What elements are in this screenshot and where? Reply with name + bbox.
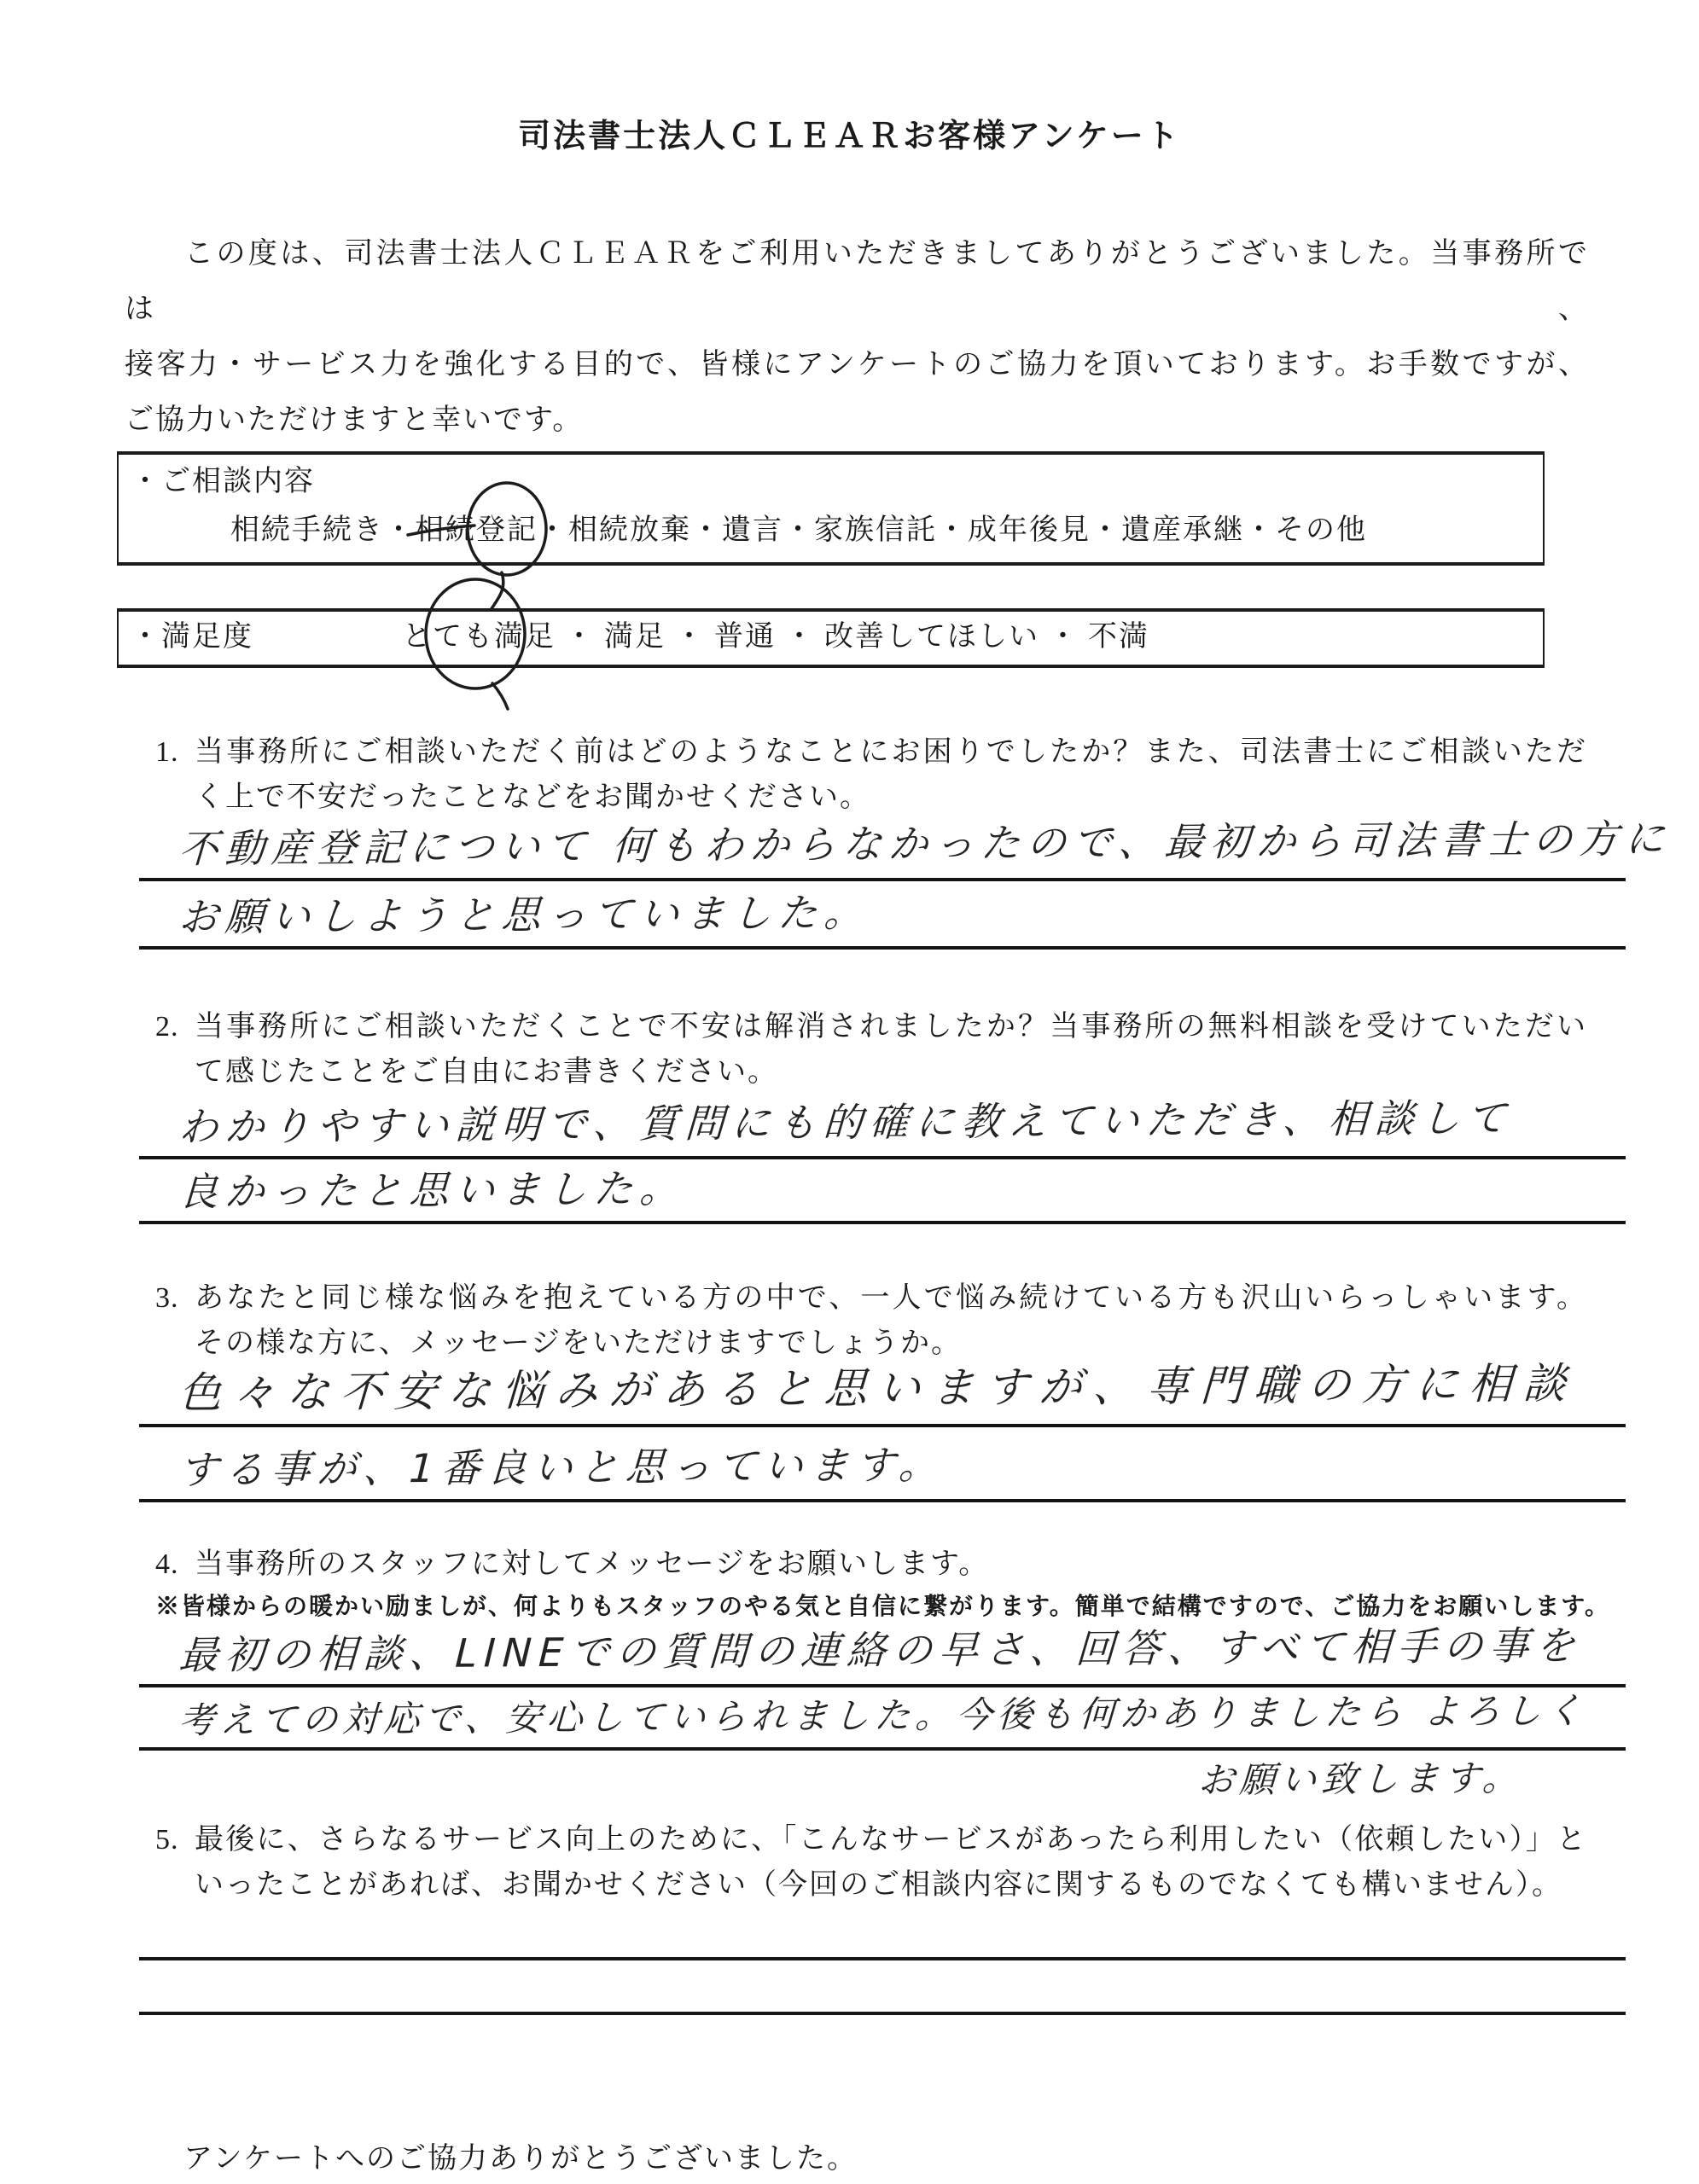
question-text-line: その様な方に、メッセージをいただけますでしょうか。 [195,1327,962,1359]
question-text-line: 当事務所のスタッフに対してメッセージをお願いします。 [195,1548,990,1580]
handwritten-answer: わかりやすい説明で、質問にも的確に教えていただき、相談して [177,1095,1514,1150]
consultation-content-box [117,451,1545,566]
handwritten-answer: 不動産登記について 何もわからなかったので、最初から司法書士の方に [177,815,1673,872]
question-number: 1. [155,736,179,768]
question-note: ※皆様からの暖かい励ましが、何よりもスタッフのやる気と自信に繋がります。簡単で結構ですので、ご協力をお願いします。 [155,1594,1610,1620]
satisfaction-options [131,619,1529,656]
question-1 [0,729,1699,950]
answer-ruled-line [139,1159,1626,1224]
consultation-options-before: 相続手続き・ [230,514,415,546]
answer-ruled-line [139,1687,1626,1751]
satisfaction-box-label: ・満足度 [131,621,253,653]
question-text-line: いったことがあれば、お聞かせください（今回のご相談内容に関するものでなくても構いません）。 [195,1869,1562,1901]
handwritten-answer: お願いしようと思っていました。 [177,889,871,940]
consultation-options-after: ・相続放棄・遺言・家族信託・成年後見・遺産承継・その他 [538,514,1367,546]
answer-ruled-line [139,1095,1626,1159]
question-number: 5. [155,1824,179,1856]
handwritten-answer: 考えての対応で、安心していられました。今後も何かありましたら よろしく [177,1689,1589,1741]
question-number: 3. [155,1282,179,1314]
answer-ruled-line [139,1358,1626,1427]
question-text-line: あなたと同じ様な悩みを抱えている方の中で、一人で悩み続けている方も沢山いらっしゃいます。 [195,1282,1587,1314]
question-number: 2. [155,1011,179,1043]
answer-ruled-line [139,1427,1626,1502]
question-text-line: 当事務所にご相談いただくことで不安は解消されましたか？当事務所の無料相談を受けていただい [195,1011,1587,1043]
intro-line: この度は、司法書士法人ＣＬＥＡＲをご利用いただきましてありがとうございました。当事務所では、 [125,238,1589,325]
consultation-box-label: ・ご相談内容 [131,466,315,497]
question-2 [0,1004,1699,1224]
handwritten-answer: 最初の相談、LINEでの質問の連絡の早さ、回答、すべて相手の事を [177,1622,1583,1678]
question-text-line: て感じたことをご自由にお書きください。 [195,1056,778,1088]
consultation-options [230,511,1529,550]
handwritten-answer-overflow: お願い致します。 [1197,1757,1525,1801]
selected-satisfaction-option: とても満足 [402,619,556,656]
answer-ruled-line [139,1624,1626,1687]
satisfaction-box [117,608,1545,668]
question-5 [0,1817,1699,2015]
question-text-line: 当事務所にご相談いただく前はどのようなことにお困りでしたか？また、司法書士にご相談いただ [195,736,1587,768]
answer-ruled-line [139,815,1673,881]
page-title: 司法書士法人ＣＬＥＡＲお客様アンケート [518,119,1181,154]
question-4 [0,1542,1699,1804]
question-number: 4. [155,1548,179,1580]
selected-consultation-option: 相続登記 [415,511,538,550]
answer-ruled-line [139,1960,1626,2015]
answer-ruled-line [139,1911,1626,1960]
satisfaction-options-after: ・ 満足 ・ 普通 ・ 改善してほしい ・ 不満 [556,621,1149,653]
answer-ruled-line [139,881,1626,950]
intro-line: 接客力・サービス力を強化する目的で、皆様にアンケートのご協力を頂いております。お手数ですが、 [125,349,1589,380]
footer-thanks: アンケートへのご協力ありがとうございました。 [183,2143,858,2175]
handwritten-answer: する事が、1番良いと思っています。 [177,1441,946,1493]
question-text-line: く上で不安だったことなどをお聞かせください。 [195,781,870,813]
intro-line: ご協力いただけますと幸いです。 [125,404,584,436]
handwritten-answer: 色々な不安な悩みがあると思いますが、専門職の方に相談 [177,1358,1578,1418]
selection-circle-satisfaction [393,574,573,753]
intro-paragraph [125,226,1589,448]
handwritten-answer: 良かったと思いました。 [177,1165,687,1215]
question-3 [0,1275,1699,1502]
question-text-line: 最後に、さらなるサービス向上のために、「こんなサービスがあったら利用したい（依頼したい）」と [195,1824,1587,1856]
